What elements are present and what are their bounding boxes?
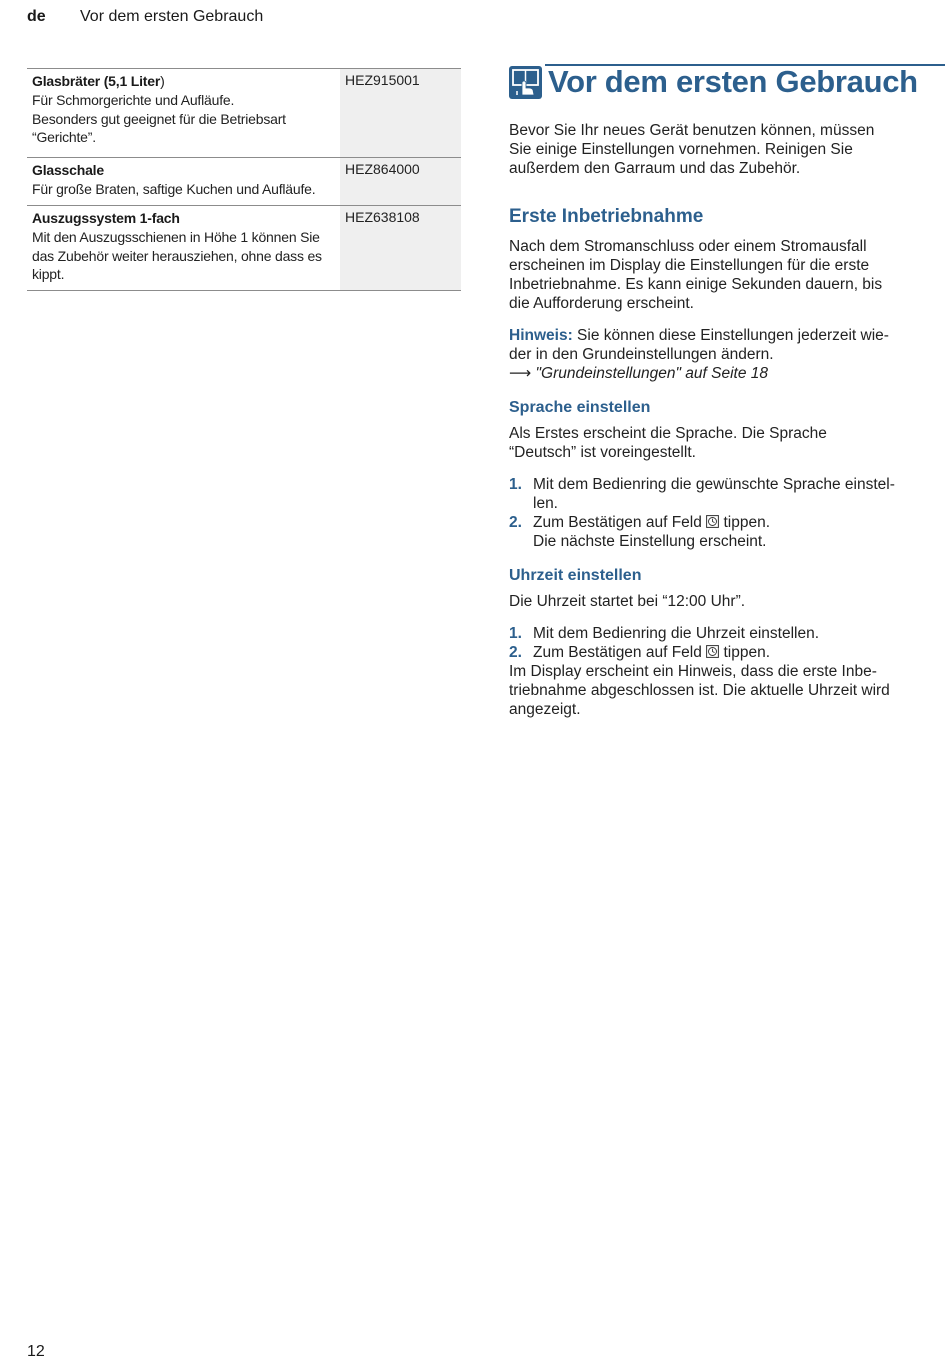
accessory-code: HEZ915001 <box>340 69 461 157</box>
list-item <box>509 643 943 662</box>
text-line: Inbetriebnahme. Es kann einige Sekunden dauern, bis <box>509 276 883 293</box>
text-line: “Deutsch” ist voreingestellt. <box>509 444 696 461</box>
table-row <box>27 69 461 158</box>
accessory-text: “Gerichte”. <box>32 129 96 145</box>
text-line: Nach dem Stromanschluss oder einem Stromausfall <box>509 238 867 255</box>
table-row <box>27 206 461 291</box>
accessory-table <box>27 68 461 291</box>
accessory-text: Besonders gut geeignet für die Betriebsart <box>32 110 286 127</box>
accessory-text: Für Schmorgerichte und Aufläufe. <box>32 92 235 108</box>
section-text <box>509 237 943 313</box>
language-steps <box>509 475 943 551</box>
cross-reference-link[interactable]: "Grundeinstellungen" auf Seite 18 <box>535 365 769 382</box>
chapter-intro <box>509 121 943 178</box>
list-item <box>509 513 943 532</box>
hint-box <box>509 326 943 383</box>
accessory-description <box>27 69 340 157</box>
step-text: Zum Bestätigen auf Feld tippen. <box>533 644 771 661</box>
accessory-description <box>27 158 340 205</box>
result-line: Im Display erscheint ein Hinweis, dass die erste Inbe- <box>509 663 877 680</box>
step-number: 1. <box>509 476 522 493</box>
result-line: angezeigt. <box>509 701 581 718</box>
hint-line <box>509 326 943 345</box>
accessory-text: Mit den Auszugsschienen in Höhe 1 können Sie <box>32 229 320 245</box>
accessory-text: Für große Braten, saftige Kuchen und Aufläufe. <box>32 181 316 197</box>
accessory-code: HEZ864000 <box>340 158 461 205</box>
section-heading: Erste Inbetriebnahme <box>509 206 704 227</box>
step-text: Mit dem Bedienring die gewünschte Sprache einstel- <box>533 476 895 493</box>
accessory-name: Glasbräter (5,1 Liter) <box>32 73 165 89</box>
chapter-title: Vor dem ersten Gebrauch <box>548 64 918 99</box>
list-item <box>509 624 943 643</box>
hint-text: Sie können diese Einstellungen jederzeit wie- <box>572 327 889 344</box>
subsection-heading: Uhrzeit einstellen <box>509 567 642 584</box>
hand-touch-icon <box>509 66 542 99</box>
intro-line: außerdem den Garraum und das Zubehör. <box>509 160 801 177</box>
hint-text: der in den Grundeinstellungen ändern. <box>509 346 774 363</box>
text-line: erscheinen im Display die Einstellungen für die erste <box>509 257 870 274</box>
list-item <box>509 475 943 494</box>
step-result: Die nächste Einstellung erscheint. <box>533 533 767 550</box>
step-number: 2. <box>509 514 522 531</box>
step-text: Mit dem Bedienring die Uhrzeit einstellen. <box>533 625 820 642</box>
chapter-heading <box>509 60 943 106</box>
accessory-code: HEZ638108 <box>340 206 461 290</box>
text-line: die Aufforderung erscheint. <box>509 295 694 312</box>
language-text <box>509 424 943 462</box>
page-header-title: Vor dem ersten Gebrauch <box>80 8 264 25</box>
subsection-heading: Sprache einstellen <box>509 399 651 416</box>
arrow-right-icon: ⟶ <box>509 365 532 382</box>
step-number: 2. <box>509 644 522 661</box>
text-line: Als Erstes erscheint die Sprache. Die Sprache <box>509 425 827 442</box>
time-steps <box>509 624 943 719</box>
accessory-name: Glasschale <box>32 162 104 178</box>
step-number: 1. <box>509 625 522 642</box>
step-text: Zum Bestätigen auf Feld tippen. <box>533 514 771 531</box>
accessory-text: das Zubehör weiter herausziehen, ohne dass es <box>32 247 322 264</box>
hint-label: Hinweis: <box>509 327 573 344</box>
time-text: Die Uhrzeit startet bei “12:00 Uhr”. <box>509 593 746 610</box>
right-column <box>509 60 943 719</box>
accessory-name: Auszugssystem 1-fach <box>32 210 180 226</box>
accessory-text: kippt. <box>32 266 65 282</box>
step-text: len. <box>533 495 558 512</box>
page-number: 12 <box>27 1343 45 1360</box>
clock-icon <box>706 515 719 528</box>
intro-line: Bevor Sie Ihr neues Gerät benutzen können, müssen <box>509 122 875 139</box>
table-row <box>27 158 461 206</box>
page-header-lang: de <box>27 8 46 25</box>
intro-line: Sie einige Einstellungen vornehmen. Reinigen Sie <box>509 141 853 158</box>
accessory-description <box>27 206 340 290</box>
clock-icon <box>706 645 719 658</box>
result-line: triebnahme abgeschlossen ist. Die aktuelle Uhrzeit wird <box>509 682 890 699</box>
cross-reference[interactable] <box>509 364 943 383</box>
